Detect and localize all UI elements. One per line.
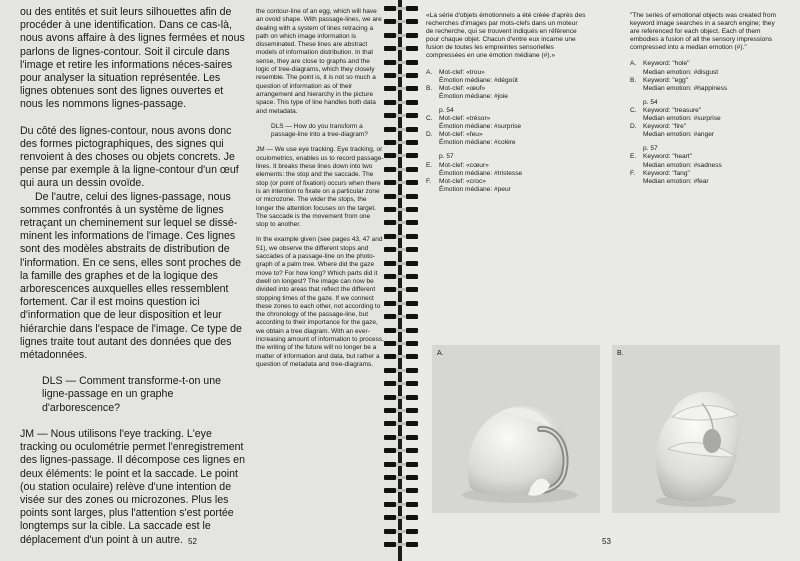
keyword-emotion-line xyxy=(426,139,586,147)
translation-paragraph: In the example given (see pages 43, 47 and 51), we observe the different stops and saccades of a passage-line on the photo-graph of a palm tree. Where did the gaze move to? For how long? Which parts did it dwell on longest? The image can now be divided into areas that reflect the different stopping times of the gaze. If we connect these zones to each other, not according to the chronology of the passage-line, but according to their importance for the gaze, we obtain a tree diagram. With an ever-increasing amount of information to process, the writing of the future will no longer be a matter of information and data, but rather a question of metadata and tree-diagrams. xyxy=(256,236,384,368)
item-keyword: Mot-clef: «trou» xyxy=(439,68,485,76)
binding-ring xyxy=(382,379,420,388)
right-page xyxy=(402,0,800,561)
main-paragraph: Du côté des lignes-contour, nous avons donc des formes pictographiques, des signes qui renvoient à des choses ou objets concrets. Je pense par exemple à la ligne-contour d'un œuf qui aura un dessin ovoïde. xyxy=(20,124,239,190)
item-emotion: Émotion médiane: #colère xyxy=(439,139,516,147)
binding-ring xyxy=(382,151,420,160)
binding-ring xyxy=(382,339,420,348)
binding-ring xyxy=(382,31,420,40)
item-letter: D. xyxy=(630,123,637,131)
binding-ring xyxy=(382,17,420,26)
french-intro: «La série d'objets émotionnels a été créée d'après des recherches d'images par mots-clefs dans un moteur de recherche, qui se trouvent indiqués en référence pour chaque objet. Chacun d'entre eux incarne une fusion de toutes les empreintes sensorielles compressées en une émotion médiane (#).» xyxy=(426,12,586,60)
keyword-emotion-line xyxy=(426,93,586,101)
binding-ring xyxy=(382,366,420,375)
item-keyword: Mot-clef: «feu» xyxy=(439,131,483,139)
item-keyword: Mot-clef: «œuf» xyxy=(439,84,486,92)
item-letter: A. xyxy=(630,60,637,68)
photo-object-a xyxy=(432,345,600,513)
english-keyword-column xyxy=(630,12,786,186)
binding-ring xyxy=(382,71,420,80)
keyword-emotion-line xyxy=(630,162,786,170)
keyword-item xyxy=(426,178,586,186)
binding-ring xyxy=(382,259,420,268)
item-keyword: Mot-clef: «croc» xyxy=(439,177,486,185)
item-emotion: Median emotion: #happiness xyxy=(643,84,728,92)
item-emotion: Median emotion: #fear xyxy=(643,177,709,185)
keyword-item xyxy=(630,60,786,68)
page-number: 52 xyxy=(188,537,197,546)
item-letter: B. xyxy=(426,84,433,92)
item-keyword: Mot-clef: «cœur» xyxy=(439,161,489,169)
keyword-item xyxy=(630,153,786,161)
item-keyword: Mot-clef: «trésor» xyxy=(439,115,491,123)
translation-paragraph: the contour-line of an egg, which will have an ovoid shape. With passage-lines, we are dealing with a system of lines retracing a path on which image information is disseminated. These lines are abstract models of information distribution. In that sense, they are close to graphs and the logic of tree-diagrams, which they closely resemble. The point is, it is not so much a question of information as of their arrangement and hierarchy in the picture space. This type of line handles both data and metadata. xyxy=(256,8,382,115)
keyword-item xyxy=(426,162,586,170)
keyword-item xyxy=(630,123,786,131)
binding-ring xyxy=(382,433,420,442)
item-page-ref: p. 57 xyxy=(439,153,454,161)
item-keyword: Keyword: "treasure" xyxy=(643,106,702,114)
binding-ring xyxy=(382,205,420,214)
item-emotion: Median emotion: #anger xyxy=(643,131,715,139)
keyword-emotion-line xyxy=(426,186,586,194)
main-question: DLS — Comment transforme-t-on une ligne-passage en un graphe d'arborescence? xyxy=(42,375,221,414)
keyword-emotion-line xyxy=(630,131,786,139)
sculpture-hole-image xyxy=(432,345,600,513)
page-number: 53 xyxy=(602,537,611,546)
keyword-item xyxy=(630,77,786,85)
keyword-emotion-line xyxy=(426,77,586,85)
binding-ring xyxy=(382,500,420,509)
keyword-item xyxy=(630,107,786,115)
spiral-binding xyxy=(382,4,420,559)
item-emotion: Émotion médiane: #dégoût xyxy=(439,76,518,84)
keyword-item xyxy=(426,115,586,123)
binding-ring xyxy=(382,178,420,187)
item-keyword: Keyword: "hole" xyxy=(643,60,690,68)
translation-paragraph: JM — We use eye tracking. Eye tracking, or oculometrics, enables us to record passage-lines. It breaks these lines down into two elements: the stop and the saccade. The stop (or point of fixation) occurs when there is an intention to fixate on a particular zone or microzone. The wider the stops, the longer the attention focuses on the target. The saccade is the movement from one stop to another. xyxy=(256,146,384,229)
binding-ring xyxy=(382,44,420,53)
binding-ring xyxy=(382,84,420,93)
item-letter: B. xyxy=(630,76,637,84)
left-main-column xyxy=(20,6,248,560)
binding-ring xyxy=(382,299,420,308)
binding-ring xyxy=(382,540,420,549)
binding-ring xyxy=(382,527,420,536)
keyword-emotion-line xyxy=(630,69,786,77)
item-letter: F. xyxy=(630,169,636,177)
binding-ring xyxy=(382,285,420,294)
photo-label: A. xyxy=(437,350,444,357)
item-keyword: Keyword: "fire" xyxy=(643,123,687,131)
item-page-ref: p. 57 xyxy=(643,145,658,153)
item-page-ref: p. 54 xyxy=(439,106,454,114)
photo-label: B. xyxy=(617,350,624,357)
binding-ring xyxy=(382,232,420,241)
keyword-item xyxy=(426,85,586,93)
binding-ring xyxy=(382,218,420,227)
binding-ring xyxy=(382,419,420,428)
item-emotion: Émotion médiane: #joie xyxy=(439,92,508,100)
binding-ring xyxy=(382,352,420,361)
item-emotion: Median emotion: #disgust xyxy=(643,68,719,76)
item-emotion: Émotion médiane: #surprise xyxy=(439,123,522,131)
binding-ring xyxy=(382,4,420,13)
binding-ring xyxy=(382,486,420,495)
french-keyword-column xyxy=(426,12,586,194)
english-intro: "The series of emotional objects was created from keyword image searches in a search engine; they are referenced for each object. Each of them embodies a fusion of all the sensory impressions compressed into a median emotion (#)." xyxy=(630,12,777,52)
binding-ring xyxy=(382,312,420,321)
item-letter: F. xyxy=(426,177,432,185)
translation-question: DLS — How do you transform a passage-line into a tree-diagram? xyxy=(271,122,368,139)
photo-object-b xyxy=(612,345,780,513)
binding-ring xyxy=(382,98,420,107)
main-paragraph: De l'autre, celui des lignes-passage, nous sommes confrontés à un système de lignes retraçant un cheminement sur lequel se dissé-minent les informations de l'image. Ces lignes sont des modèles abstraits de distribution de l'information. En ce sens, elles sont proches de la famille des graphes et de la logique des arborescences auxquelles elles ressemblent fortement. Car il est moins question ici d'information que de leur disposition et leur hiérarchie dans l'espace de l'image. Ce type de lignes traite tout autant des données que des métadonnées. xyxy=(20,190,242,362)
binding-ring xyxy=(382,138,420,147)
left-translation-column xyxy=(256,8,384,376)
binding-ring xyxy=(382,513,420,522)
binding-ring xyxy=(382,473,420,482)
keyword-emotion-line xyxy=(426,170,586,178)
item-page-ref: p. 54 xyxy=(643,98,658,106)
item-letter: A. xyxy=(426,68,433,76)
item-letter: E. xyxy=(426,161,433,169)
item-letter: C. xyxy=(426,115,433,123)
keyword-item xyxy=(630,170,786,178)
binding-ring xyxy=(382,245,420,254)
item-keyword: Keyword: "egg" xyxy=(643,76,689,84)
item-emotion: Median emotion: #surprise xyxy=(643,115,721,123)
binding-ring xyxy=(382,58,420,67)
binding-ring xyxy=(382,192,420,201)
item-emotion: Median emotion: #sadness xyxy=(643,161,722,169)
binding-ring xyxy=(382,165,420,174)
main-paragraph: ou des entités et suit leurs silhouettes afin de procéder à une identification. Dans ce cas-là, nous avons affaire à des lignes fermées et nous parlons de lignes-contour. Soit il circule dans l'image et retire les informations néces-saires pour analyser la situation représentée. Les lignes obtenues sont des lignes ouvertes et nous les nommons lignes-passage. xyxy=(20,6,245,111)
binding-ring xyxy=(382,272,420,281)
item-letter: C. xyxy=(630,106,637,114)
binding-ring xyxy=(382,393,420,402)
binding-ring xyxy=(382,326,420,335)
binding-ring xyxy=(382,460,420,469)
left-page xyxy=(0,0,398,561)
keyword-emotion-line xyxy=(630,85,786,93)
binding-ring xyxy=(382,446,420,455)
item-letter: D. xyxy=(426,131,433,139)
item-letter: E. xyxy=(630,153,637,161)
binding-ring xyxy=(382,111,420,120)
item-emotion: Émotion médiane: #tristesse xyxy=(439,169,523,177)
keyword-emotion-line xyxy=(426,123,586,131)
sculpture-egg-image xyxy=(612,345,780,513)
keyword-emotion-line xyxy=(630,115,786,123)
binding-ring xyxy=(382,406,420,415)
binding-ring xyxy=(382,125,420,134)
item-emotion: Émotion médiane: #peur xyxy=(439,185,511,193)
main-paragraph: JM — Nous utilisons l'eye tracking. L'eye tracking ou oculométrie permet l'enregistrement des lignes-passage. Il décompose ces lignes en deux éléments: le point et la saccade. Le point (ou station oculaire) relève d'une intention de visée sur des zones ou microzones. Plus les points sont larges, plus l'attention s'est portée longtemps sur la cible. La saccade est le déplacement d'un point à un autre. xyxy=(20,427,245,546)
item-keyword: Keyword: "fang" xyxy=(643,169,690,177)
item-keyword: Keyword: "heart" xyxy=(643,153,693,161)
keyword-emotion-line xyxy=(630,178,786,186)
keyword-item xyxy=(426,69,586,77)
